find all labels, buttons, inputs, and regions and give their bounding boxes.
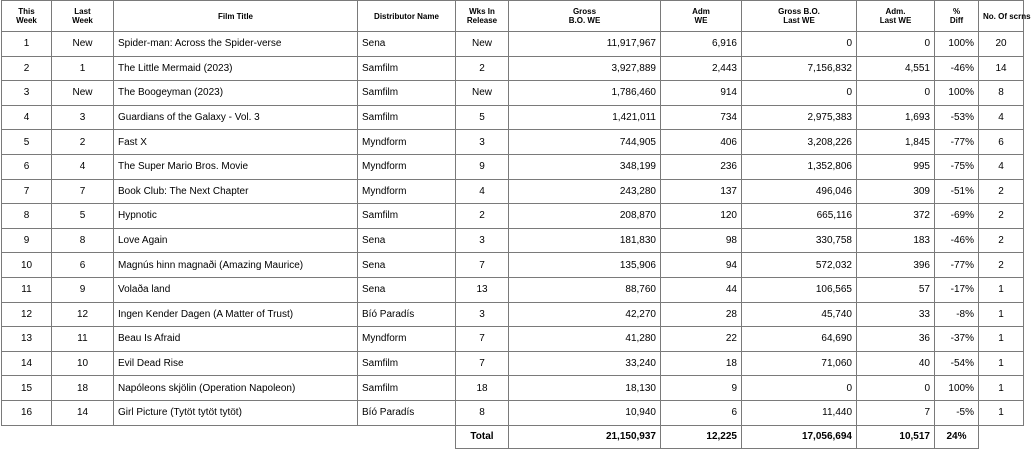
- gross-last-we-cell: 0: [742, 32, 857, 57]
- diff-cell: -46%: [935, 228, 979, 253]
- gross-last-we-cell: 11,440: [742, 400, 857, 425]
- header-line-1: Film Title: [218, 11, 253, 21]
- gross-we-cell: 41,280: [509, 327, 661, 352]
- this-week-cell: 9: [2, 228, 52, 253]
- totals-gross-we: 21,150,937: [509, 425, 661, 448]
- table-row: [2, 204, 1024, 229]
- distributor-cell: Myndform: [358, 327, 456, 352]
- adm-we-cell: 406: [661, 130, 742, 155]
- screens-cell: 1: [979, 277, 1024, 302]
- adm-we-cell: 44: [661, 277, 742, 302]
- weeks-in-release-cell: New: [456, 81, 509, 106]
- screens-cell: 1: [979, 327, 1024, 352]
- table-footer: [2, 425, 1024, 448]
- header-line-1: Adm: [692, 7, 710, 16]
- gross-last-we-cell: 330,758: [742, 228, 857, 253]
- gross-last-we-cell: 64,690: [742, 327, 857, 352]
- this-week-cell: 4: [2, 105, 52, 130]
- screens-cell: 1: [979, 400, 1024, 425]
- screens-cell: 2: [979, 228, 1024, 253]
- this-week-cell: 1: [2, 32, 52, 57]
- distributor-cell: Samfilm: [358, 204, 456, 229]
- diff-cell: -51%: [935, 179, 979, 204]
- last-week-cell: 8: [52, 228, 114, 253]
- diff-cell: -54%: [935, 351, 979, 376]
- col-weeks-in-release-header: [456, 1, 509, 32]
- gross-last-we-cell: 71,060: [742, 351, 857, 376]
- diff-cell: -5%: [935, 400, 979, 425]
- adm-we-cell: 120: [661, 204, 742, 229]
- diff-cell: -77%: [935, 253, 979, 278]
- totals-spacer: [2, 425, 52, 448]
- film-title-cell: Book Club: The Next Chapter: [114, 179, 358, 204]
- adm-last-we-cell: 1,693: [857, 105, 935, 130]
- weeks-in-release-cell: 7: [456, 327, 509, 352]
- header-line-1: Last: [74, 7, 91, 16]
- col-adm-last-we-header: [857, 1, 935, 32]
- screens-cell: 1: [979, 302, 1024, 327]
- distributor-cell: Samfilm: [358, 105, 456, 130]
- film-title-cell: Beau Is Afraid: [114, 327, 358, 352]
- adm-we-cell: 98: [661, 228, 742, 253]
- screens-cell: 2: [979, 179, 1024, 204]
- weeks-in-release-cell: 8: [456, 400, 509, 425]
- gross-last-we-cell: 3,208,226: [742, 130, 857, 155]
- film-title-cell: Ingen Kender Dagen (A Matter of Trust): [114, 302, 358, 327]
- gross-we-cell: 11,917,967: [509, 32, 661, 57]
- gross-we-cell: 10,940: [509, 400, 661, 425]
- totals-spacer: [979, 425, 1024, 448]
- table-row: [2, 351, 1024, 376]
- gross-last-we-cell: 45,740: [742, 302, 857, 327]
- this-week-cell: 16: [2, 400, 52, 425]
- this-week-cell: 3: [2, 81, 52, 106]
- this-week-cell: 11: [2, 277, 52, 302]
- col-gross-we-header: [509, 1, 661, 32]
- table-row: [2, 32, 1024, 57]
- last-week-cell: 7: [52, 179, 114, 204]
- header-line-2: Last WE: [879, 16, 912, 25]
- totals-adm-we: 12,225: [661, 425, 742, 448]
- totals-label: Total: [456, 425, 509, 448]
- col-last-week-header: [52, 1, 114, 32]
- last-week-cell: 10: [52, 351, 114, 376]
- this-week-cell: 13: [2, 327, 52, 352]
- table-row: [2, 154, 1024, 179]
- distributor-cell: Samfilm: [358, 56, 456, 81]
- gross-we-cell: 181,830: [509, 228, 661, 253]
- last-week-cell: 2: [52, 130, 114, 155]
- this-week-cell: 14: [2, 351, 52, 376]
- gross-we-cell: 744,905: [509, 130, 661, 155]
- totals-spacer: [52, 425, 114, 448]
- adm-last-we-cell: 995: [857, 154, 935, 179]
- gross-last-we-cell: 1,352,806: [742, 154, 857, 179]
- header-line-1: Gross: [572, 7, 597, 16]
- film-title-cell: Fast X: [114, 130, 358, 155]
- table-row: [2, 130, 1024, 155]
- weeks-in-release-cell: 4: [456, 179, 509, 204]
- totals-row: [2, 425, 1024, 448]
- weeks-in-release-cell: 7: [456, 351, 509, 376]
- gross-we-cell: 208,870: [509, 204, 661, 229]
- gross-last-we-cell: 106,565: [742, 277, 857, 302]
- weeks-in-release-cell: 7: [456, 253, 509, 278]
- gross-we-cell: 88,760: [509, 277, 661, 302]
- this-week-cell: 12: [2, 302, 52, 327]
- this-week-cell: 6: [2, 154, 52, 179]
- screens-cell: 20: [979, 32, 1024, 57]
- last-week-cell: New: [52, 32, 114, 57]
- distributor-cell: Sena: [358, 32, 456, 57]
- weeks-in-release-cell: 3: [456, 302, 509, 327]
- adm-last-we-cell: 36: [857, 327, 935, 352]
- table-row: [2, 179, 1024, 204]
- last-week-cell: 1: [52, 56, 114, 81]
- last-week-cell: 5: [52, 204, 114, 229]
- screens-cell: 2: [979, 204, 1024, 229]
- header-line-1: No. Of scrns: [983, 11, 1031, 21]
- distributor-cell: Samfilm: [358, 351, 456, 376]
- last-week-cell: 3: [52, 105, 114, 130]
- this-week-cell: 8: [2, 204, 52, 229]
- screens-cell: 1: [979, 376, 1024, 401]
- header-line-1: This: [18, 7, 35, 16]
- gross-we-cell: 33,240: [509, 351, 661, 376]
- diff-cell: 100%: [935, 81, 979, 106]
- last-week-cell: 14: [52, 400, 114, 425]
- gross-we-cell: 18,130: [509, 376, 661, 401]
- film-title-cell: The Super Mario Bros. Movie: [114, 154, 358, 179]
- header-line-1: Distributor Name: [374, 11, 439, 21]
- film-title-cell: Hypnotic: [114, 204, 358, 229]
- this-week-cell: 10: [2, 253, 52, 278]
- gross-last-we-cell: 2,975,383: [742, 105, 857, 130]
- totals-spacer: [358, 425, 456, 448]
- box-office-table: [1, 0, 1031, 449]
- gross-we-cell: 1,421,011: [509, 105, 661, 130]
- adm-last-we-cell: 183: [857, 228, 935, 253]
- diff-cell: -69%: [935, 204, 979, 229]
- header-line-2: WE: [694, 16, 708, 25]
- adm-last-we-cell: 7: [857, 400, 935, 425]
- totals-adm-last: 10,517: [857, 425, 935, 448]
- weeks-in-release-cell: New: [456, 32, 509, 57]
- adm-we-cell: 22: [661, 327, 742, 352]
- table-row: [2, 105, 1024, 130]
- film-title-cell: Volaða land: [114, 277, 358, 302]
- adm-we-cell: 2,443: [661, 56, 742, 81]
- gross-last-we-cell: 665,116: [742, 204, 857, 229]
- adm-last-we-cell: 372: [857, 204, 935, 229]
- gross-we-cell: 135,906: [509, 253, 661, 278]
- last-week-cell: 11: [52, 327, 114, 352]
- weeks-in-release-cell: 3: [456, 130, 509, 155]
- last-week-cell: 12: [52, 302, 114, 327]
- diff-cell: -75%: [935, 154, 979, 179]
- weeks-in-release-cell: 18: [456, 376, 509, 401]
- header-line-1: Wks In: [469, 7, 495, 16]
- screens-cell: 1: [979, 351, 1024, 376]
- screens-cell: 2: [979, 253, 1024, 278]
- table-row: [2, 253, 1024, 278]
- weeks-in-release-cell: 3: [456, 228, 509, 253]
- table-row: [2, 81, 1024, 106]
- weeks-in-release-cell: 9: [456, 154, 509, 179]
- distributor-cell: Samfilm: [358, 81, 456, 106]
- gross-last-we-cell: 0: [742, 81, 857, 106]
- gross-we-cell: 3,927,889: [509, 56, 661, 81]
- weeks-in-release-cell: 2: [456, 56, 509, 81]
- screens-cell: 4: [979, 154, 1024, 179]
- col-diff-header: [935, 1, 979, 32]
- diff-cell: 100%: [935, 32, 979, 57]
- this-week-cell: 5: [2, 130, 52, 155]
- header-line-2: Week: [16, 16, 37, 25]
- adm-we-cell: 18: [661, 351, 742, 376]
- distributor-cell: Bíó Paradís: [358, 400, 456, 425]
- gross-we-cell: 348,199: [509, 154, 661, 179]
- adm-last-we-cell: 309: [857, 179, 935, 204]
- last-week-cell: 18: [52, 376, 114, 401]
- header-line-1: Gross B.O.: [778, 7, 820, 16]
- film-title-cell: Girl Picture (Tytöt tytöt tytöt): [114, 400, 358, 425]
- distributor-cell: Sena: [358, 277, 456, 302]
- col-screens-header: [979, 1, 1031, 32]
- diff-cell: 100%: [935, 376, 979, 401]
- this-week-cell: 2: [2, 56, 52, 81]
- table-row: [2, 376, 1024, 401]
- table-row: [2, 228, 1024, 253]
- header-line-2: Release: [466, 16, 498, 25]
- table-row: [2, 277, 1024, 302]
- diff-cell: -46%: [935, 56, 979, 81]
- adm-last-we-cell: 0: [857, 81, 935, 106]
- this-week-cell: 7: [2, 179, 52, 204]
- screens-cell: 14: [979, 56, 1024, 81]
- diff-cell: -37%: [935, 327, 979, 352]
- adm-last-we-cell: 33: [857, 302, 935, 327]
- col-film-title-header: [114, 1, 358, 32]
- adm-we-cell: 137: [661, 179, 742, 204]
- adm-last-we-cell: 0: [857, 32, 935, 57]
- totals-spacer: [114, 425, 358, 448]
- adm-last-we-cell: 1,845: [857, 130, 935, 155]
- table-row: [2, 327, 1024, 352]
- film-title-cell: Love Again: [114, 228, 358, 253]
- weeks-in-release-cell: 2: [456, 204, 509, 229]
- last-week-cell: 4: [52, 154, 114, 179]
- totals-gross-last: 17,056,694: [742, 425, 857, 448]
- distributor-cell: Sena: [358, 253, 456, 278]
- gross-last-we-cell: 572,032: [742, 253, 857, 278]
- film-title-cell: Guardians of the Galaxy - Vol. 3: [114, 105, 358, 130]
- col-this-week-header: [2, 1, 52, 32]
- film-title-cell: The Boogeyman (2023): [114, 81, 358, 106]
- distributor-cell: Myndform: [358, 154, 456, 179]
- screens-cell: 4: [979, 105, 1024, 130]
- adm-last-we-cell: 40: [857, 351, 935, 376]
- table-row: [2, 56, 1024, 81]
- gross-last-we-cell: 496,046: [742, 179, 857, 204]
- header-line-1: %: [952, 7, 961, 16]
- adm-last-we-cell: 0: [857, 376, 935, 401]
- header-line-2: B.O. WE: [568, 16, 601, 25]
- adm-we-cell: 28: [661, 302, 742, 327]
- diff-cell: -8%: [935, 302, 979, 327]
- diff-cell: -77%: [935, 130, 979, 155]
- adm-last-we-cell: 57: [857, 277, 935, 302]
- screens-cell: 6: [979, 130, 1024, 155]
- adm-we-cell: 734: [661, 105, 742, 130]
- weeks-in-release-cell: 5: [456, 105, 509, 130]
- adm-last-we-cell: 4,551: [857, 56, 935, 81]
- adm-we-cell: 9: [661, 376, 742, 401]
- diff-cell: -17%: [935, 277, 979, 302]
- film-title-cell: Napóleons skjölin (Operation Napoleon): [114, 376, 358, 401]
- last-week-cell: 6: [52, 253, 114, 278]
- adm-last-we-cell: 396: [857, 253, 935, 278]
- totals-diff: 24%: [935, 425, 979, 448]
- distributor-cell: Sena: [358, 228, 456, 253]
- film-title-cell: Evil Dead Rise: [114, 351, 358, 376]
- diff-cell: -53%: [935, 105, 979, 130]
- this-week-cell: 15: [2, 376, 52, 401]
- screens-cell: 8: [979, 81, 1024, 106]
- header-line-1: Adm.: [885, 7, 906, 16]
- table-row: [2, 302, 1024, 327]
- film-title-cell: Spider-man: Across the Spider-verse: [114, 32, 358, 57]
- film-title-cell: Magnús hinn magnaði (Amazing Maurice): [114, 253, 358, 278]
- last-week-cell: New: [52, 81, 114, 106]
- gross-we-cell: 42,270: [509, 302, 661, 327]
- col-distributor-header: [358, 1, 456, 32]
- adm-we-cell: 6,916: [661, 32, 742, 57]
- film-title-cell: The Little Mermaid (2023): [114, 56, 358, 81]
- distributor-cell: Samfilm: [358, 376, 456, 401]
- table-body: [2, 32, 1024, 426]
- gross-last-we-cell: 0: [742, 376, 857, 401]
- col-adm-we-header: [661, 1, 742, 32]
- adm-we-cell: 236: [661, 154, 742, 179]
- distributor-cell: Myndform: [358, 179, 456, 204]
- gross-we-cell: 1,786,460: [509, 81, 661, 106]
- header-row: [2, 1, 1024, 32]
- distributor-cell: Bíó Paradís: [358, 302, 456, 327]
- adm-we-cell: 6: [661, 400, 742, 425]
- table-header: [2, 1, 1031, 32]
- header-line-2: Week: [72, 16, 93, 25]
- last-week-cell: 9: [52, 277, 114, 302]
- distributor-cell: Myndform: [358, 130, 456, 155]
- gross-we-cell: 243,280: [509, 179, 661, 204]
- header-line-2: Diff: [949, 16, 964, 25]
- adm-we-cell: 914: [661, 81, 742, 106]
- header-line-2: Last WE: [783, 16, 815, 25]
- adm-we-cell: 94: [661, 253, 742, 278]
- weeks-in-release-cell: 13: [456, 277, 509, 302]
- gross-last-we-cell: 7,156,832: [742, 56, 857, 81]
- col-gross-last-we-header: [742, 1, 857, 32]
- table-row: [2, 400, 1024, 425]
